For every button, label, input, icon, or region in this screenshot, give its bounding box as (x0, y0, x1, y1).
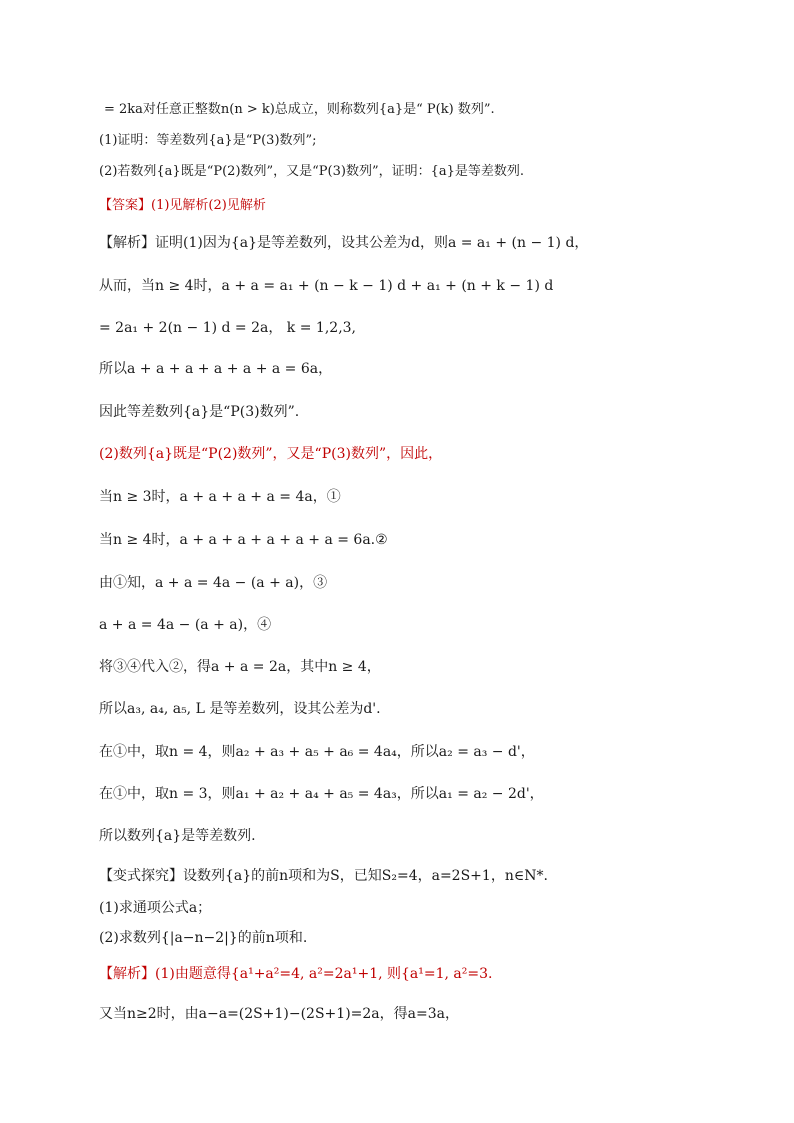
variant-line-2: (1)求通项公式a； (99, 900, 212, 916)
solution-line-4: 所以a + a + a + a + a + a = 6a， (99, 361, 333, 377)
answer-line: 【答案】(1)见解析(2)见解析 (99, 198, 266, 213)
part2-line-10: 所以数列{a}是等差数列. (99, 828, 256, 844)
part2-line-7: 所以a₃, a₄, a₅, L 是等差数列，设其公差为d'. (99, 701, 381, 717)
solution-line-2: 从而，当n ≥ 4时，a + a = a₁ + (n − k − 1) d + a₁ + (n + k − 1) d (99, 278, 554, 294)
question-2: (2)若数列{a}既是“P(2)数列”，又是“P(3)数列”，证明：{a}是等差数列. (99, 164, 525, 179)
part2-line-2: 当n ≥ 3时，a + a + a + a = 4a，① (99, 489, 341, 505)
solution-line-1: 【解析】证明(1)因为{a}是等差数列，设其公差为d，则a = a₁ + (n − 1) d， (99, 235, 589, 251)
variant-line-1: 【变式探究】设数列{a}的前n项和为S，已知S₂=4，a=2S+1，n∈N*. (99, 868, 548, 884)
part2-line-9: 在①中，取n = 3，则a₁ + a₂ + a₄ + a₅ = 4a₃，所以a₁ = a₂ − 2d'， (99, 786, 544, 802)
variant-line-3: (2)求数列{|a−n−2|}的前n项和. (99, 930, 308, 946)
part2-line-3: 当n ≥ 4时，a + a + a + a + a + a = 6a.② (99, 532, 388, 548)
variant-solution-line-1: 【解析】(1)由题意得{a¹+a²=4, a²=2a¹+1, 则{a¹=1, a²=3. (99, 966, 493, 982)
part2-line-5: a + a = 4a − (a + a)，④ (99, 617, 272, 633)
variant-solution-line-2: 又当n≥2时，由a−a=(2S+1)−(2S+1)=2a，得a=3a， (99, 1006, 459, 1022)
solution-line-3: = 2a₁ + 2(n − 1) d = 2a， k = 1,2,3, (99, 320, 356, 336)
part2-line-8: 在①中，取n = 4，则a₂ + a₃ + a₅ + a₆ = 4a₄，所以a₂ = a₃ − d'， (99, 744, 535, 760)
solution-line-5: 因此等差数列{a}是“P(3)数列”. (99, 404, 300, 420)
part2-line-1: (2)数列{a}既是“P(2)数列”，又是“P(3)数列”，因此， (99, 446, 443, 462)
part2-line-6: 将③④代入②，得a + a = 2a，其中n ≥ 4， (99, 659, 381, 675)
part2-line-4: 由①知，a + a = 4a − (a + a)，③ (99, 575, 328, 591)
definition-line: = 2ka对任意正整数n(n > k)总成立，则称数列{a}是“ P(k) 数列”. (104, 102, 495, 117)
question-1: (1)证明：等差数列{a}是“P(3)数列”; (99, 133, 317, 148)
